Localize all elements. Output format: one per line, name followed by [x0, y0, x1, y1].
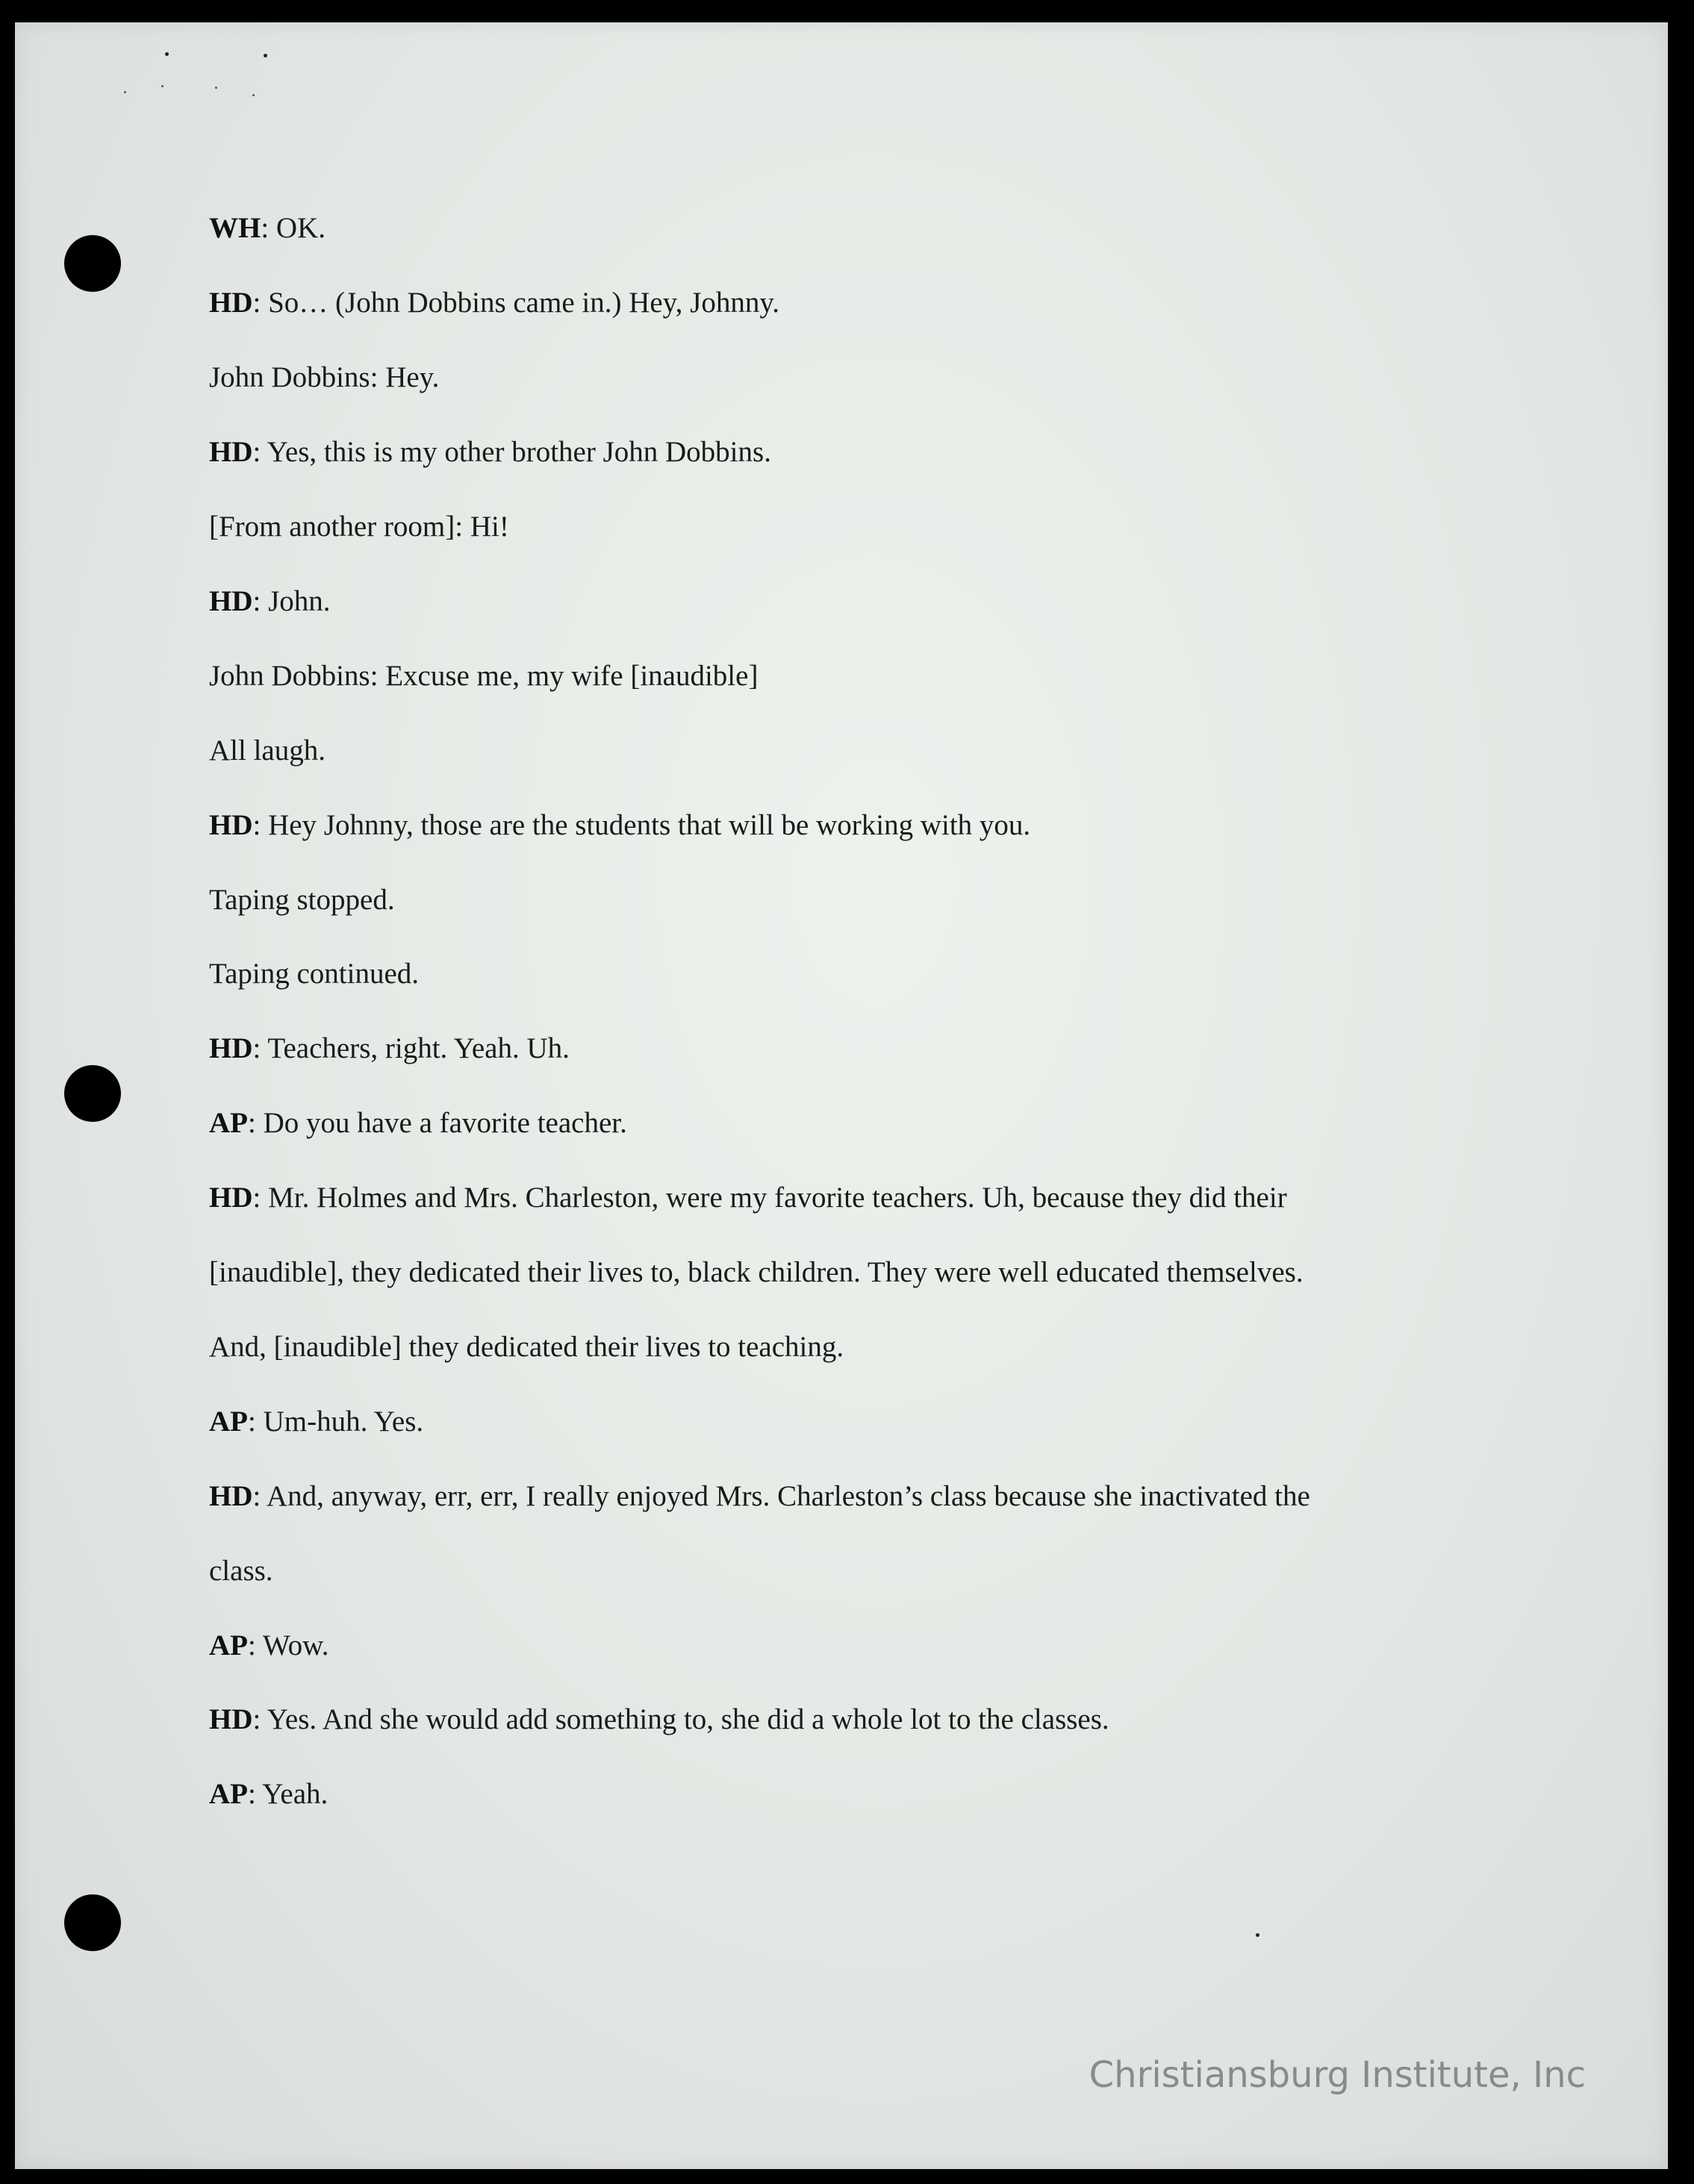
dust-speck: [124, 91, 126, 93]
speaker-initials: AP: [209, 1405, 248, 1438]
transcript-line: [209, 956, 419, 992]
line-text: : Teachers, right. Yeah. Uh.: [252, 1032, 570, 1064]
speaker-initials: AP: [209, 1629, 248, 1662]
dust-speck: [1256, 1933, 1259, 1937]
transcript-line: [209, 1479, 1310, 1514]
transcript-line: [209, 1404, 423, 1440]
speaker-initials: WH: [209, 212, 261, 244]
binder-hole-top: [64, 235, 121, 292]
transcript-line: [209, 882, 395, 918]
transcript-line: [209, 1628, 328, 1664]
transcript-line: [209, 1553, 273, 1589]
line-text: Taping continued.: [209, 958, 420, 990]
line-text: : Yeah.: [248, 1778, 328, 1810]
speaker-initials: HD: [209, 287, 253, 319]
dust-speck: [161, 85, 164, 87]
transcript-line: [209, 1180, 1287, 1216]
transcript-line: [209, 733, 326, 769]
line-text: : OK.: [261, 212, 326, 244]
transcript-line: [209, 808, 1030, 843]
line-text: [From another room]: Hi!: [209, 511, 509, 543]
transcript-line: [209, 1255, 1304, 1291]
transcript-line: [209, 360, 439, 396]
speaker-initials: HD: [209, 585, 253, 617]
speaker-initials: AP: [209, 1107, 248, 1139]
transcript-line: [209, 1702, 1109, 1738]
line-text: : Yes. And she would add something to, she did a whole lot to the classes.: [252, 1703, 1109, 1735]
transcript-line: [209, 1329, 844, 1365]
speaker-initials: HD: [209, 809, 253, 841]
line-text: And, [inaudible] they dedicated their lives to teaching.: [209, 1331, 844, 1363]
transcript-line: [209, 658, 758, 694]
transcript-line: [209, 1105, 627, 1141]
speaker-initials: AP: [209, 1778, 248, 1810]
speaker-initials: HD: [209, 1480, 253, 1512]
line-text: : Um-huh. Yes.: [248, 1405, 424, 1438]
line-text: Taping stopped.: [209, 884, 395, 916]
transcript-line: [209, 509, 509, 545]
dust-speck: [165, 52, 169, 56]
dust-speck: [215, 87, 217, 89]
transcript-line: [209, 285, 779, 321]
line-text: : Wow.: [248, 1629, 329, 1662]
line-text: : Hey Johnny, those are the students that will be working with you.: [252, 809, 1031, 841]
line-text: : Mr. Holmes and Mrs. Charleston, were my favorite teachers. Uh, because they did their: [252, 1182, 1287, 1214]
transcript-page: [15, 22, 1668, 2169]
transcript-line: [209, 1776, 328, 1812]
speaker-initials: HD: [209, 436, 253, 468]
line-text: John Dobbins: Hey.: [209, 361, 440, 393]
transcript-line: [209, 210, 326, 246]
dust-speck: [252, 94, 255, 96]
watermark-text: Christiansburg Institute, Inc: [1089, 2054, 1586, 2096]
transcript-line: [209, 434, 771, 470]
line-text: : And, anyway, err, err, I really enjoyed Mrs. Charleston’s class because she inactivated the: [252, 1480, 1310, 1512]
line-text: : So… (John Dobbins came in.) Hey, Johnny.: [252, 287, 780, 319]
line-text: : John.: [252, 585, 331, 617]
line-text: [inaudible], they dedicated their lives to, black children. They were well educated themselves.: [209, 1256, 1304, 1288]
dust-speck: [264, 54, 267, 57]
binder-hole-bottom: [64, 1894, 121, 1951]
binder-hole-middle: [64, 1065, 121, 1122]
line-text: John Dobbins: Excuse me, my wife [inaudible]: [209, 660, 759, 692]
line-text: : Do you have a favorite teacher.: [248, 1107, 627, 1139]
speaker-initials: HD: [209, 1182, 253, 1214]
speaker-initials: HD: [209, 1032, 253, 1064]
speaker-initials: HD: [209, 1703, 253, 1735]
line-text: class.: [209, 1555, 273, 1587]
line-text: : Yes, this is my other brother John Dobbins.: [252, 436, 771, 468]
transcript-line: [209, 1031, 570, 1067]
transcript-line: [209, 584, 331, 620]
line-text: All laugh.: [209, 734, 326, 767]
